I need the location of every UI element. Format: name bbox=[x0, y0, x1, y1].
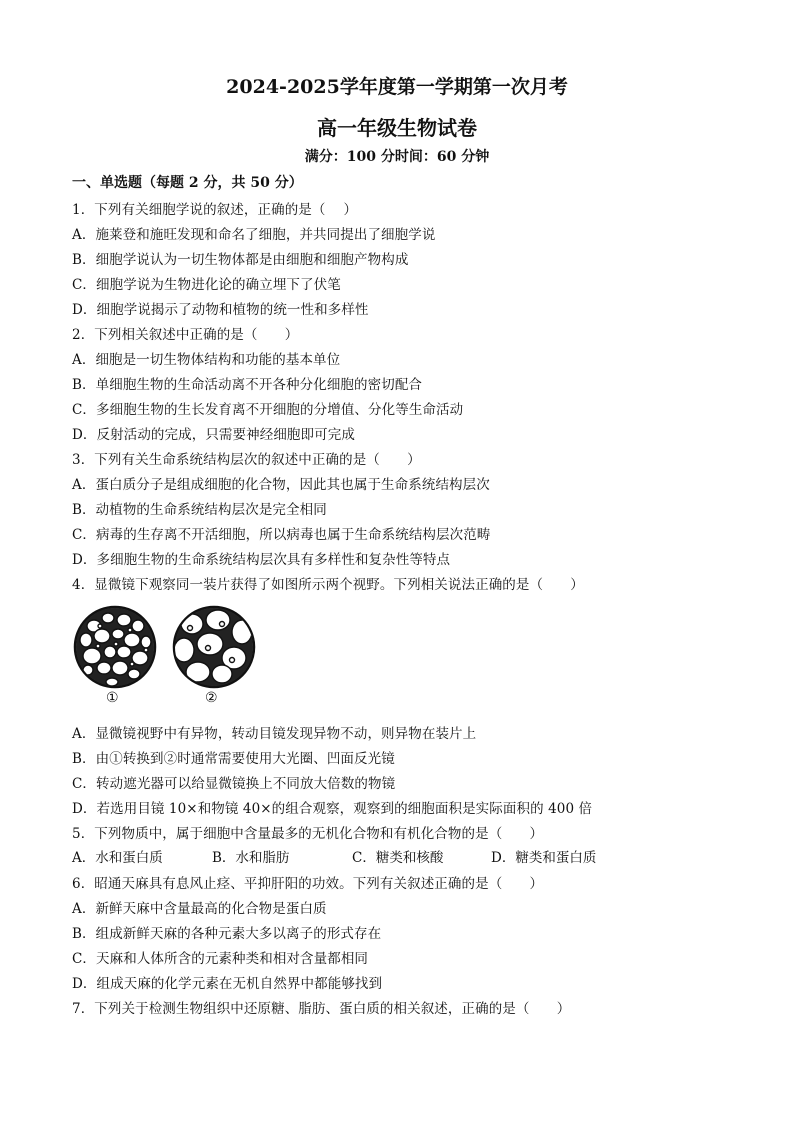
q3-stem: 3．下列有关生命系统结构层次的叙述中正确的是（ ） bbox=[72, 452, 421, 468]
q2-option-c: C．多细胞生物的生长发育离不开细胞的分增值、分化等生命活动 bbox=[72, 402, 464, 418]
q2-option-b: B．单细胞生物的生命活动离不开各种分化细胞的密切配合 bbox=[72, 377, 423, 393]
q6-option-a: A．新鲜天麻中含量最高的化合物是蛋白质 bbox=[72, 901, 327, 917]
q6-option-b: B．组成新鲜天麻的各种元素大多以离子的形式存在 bbox=[72, 926, 382, 942]
q6-option-c: C．天麻和人体所含的元素种类和相对含量都相同 bbox=[72, 951, 369, 967]
q1-stem: 1．下列有关细胞学说的叙述，正确的是（ ） bbox=[72, 202, 358, 218]
q7-stem: 7．下列关于检测生物组织中还原糖、脂肪、蛋白质的相关叙述，正确的是（ ） bbox=[72, 1001, 571, 1017]
field-2-label: ② bbox=[205, 690, 218, 706]
q5-option-d: D．糖类和蛋白质 bbox=[491, 850, 597, 866]
q5-option-c: C．糖类和核酸 bbox=[352, 850, 444, 866]
field-1-label: ① bbox=[106, 690, 119, 706]
exam-title: 2024-2025学年度第一学期第一次月考 bbox=[226, 76, 568, 98]
q3-option-d: D．多细胞生物的生命系统结构层次具有多样性和复杂性等特点 bbox=[72, 552, 451, 568]
q2-option-d: D．反射活动的完成，只需要神经细胞即可完成 bbox=[72, 427, 355, 443]
q1-option-b: B．细胞学说认为一切生物体都是由细胞和细胞产物构成 bbox=[72, 252, 409, 268]
q5-option-b: B．水和脂肪 bbox=[212, 850, 290, 866]
q3-option-b: B．动植物的生命系统结构层次是完全相同 bbox=[72, 502, 327, 518]
q4-stem: 4．显微镜下观察同一装片获得了如图所示两个视野。下列相关说法正确的是（ ） bbox=[72, 577, 584, 593]
q4-option-a: A．显微镜视野中有异物，转动目镜发现异物不动，则异物在装片上 bbox=[72, 726, 477, 742]
microscope-fields-image bbox=[72, 604, 262, 690]
q6-option-d: D．组成天麻的化学元素在无机自然界中都能够找到 bbox=[72, 976, 383, 992]
q2-stem: 2．下列相关叙述中正确的是（ ） bbox=[72, 327, 299, 343]
q3-option-c: C．病毒的生存离不开活细胞，所以病毒也属于生命系统结构层次范畴 bbox=[72, 527, 491, 543]
field-1-image bbox=[75, 607, 155, 687]
q2-option-a: A．细胞是一切生物体结构和功能的基本单位 bbox=[72, 352, 341, 368]
q6-stem: 6．昭通天麻具有息风止痉、平抑肝阳的功效。下列有关叙述正确的是（ ） bbox=[72, 876, 544, 892]
q4-option-b: B．由①转换到②时通常需要使用大光圈、凹面反光镜 bbox=[72, 751, 395, 767]
q5-stem: 5．下列物质中，属于细胞中含量最多的无机化合物和有机化合物的是（ ） bbox=[72, 826, 544, 842]
q4-option-d: D．若选用目镜 10×和物镜 40×的组合观察，观察到的细胞面积是实际面积的 400 倍 bbox=[72, 801, 593, 817]
microscope-fields-figure bbox=[72, 604, 262, 710]
exam-subtitle: 高一年级生物试卷 bbox=[317, 116, 477, 140]
q5-option-a: A．水和蛋白质 bbox=[72, 850, 163, 866]
section-heading: 一、单选题（每题 2 分，共 50 分） bbox=[72, 175, 303, 191]
q3-option-a: A．蛋白质分子是组成细胞的化合物，因此其也属于生命系统结构层次 bbox=[72, 477, 490, 493]
q1-option-c: C．细胞学说为生物进化论的确立埋下了伏笔 bbox=[72, 277, 341, 293]
q1-option-a: A．施莱登和施旺发现和命名了细胞，并共同提出了细胞学说 bbox=[72, 227, 436, 243]
exam-meta: 满分：100 分时间：60 分钟 bbox=[304, 149, 490, 165]
q4-option-c: C．转动遮光器可以给显微镜换上不同放大倍数的物镜 bbox=[72, 776, 396, 792]
q1-option-d: D．细胞学说揭示了动物和植物的统一性和多样性 bbox=[72, 302, 369, 318]
field-2-image bbox=[174, 607, 254, 687]
